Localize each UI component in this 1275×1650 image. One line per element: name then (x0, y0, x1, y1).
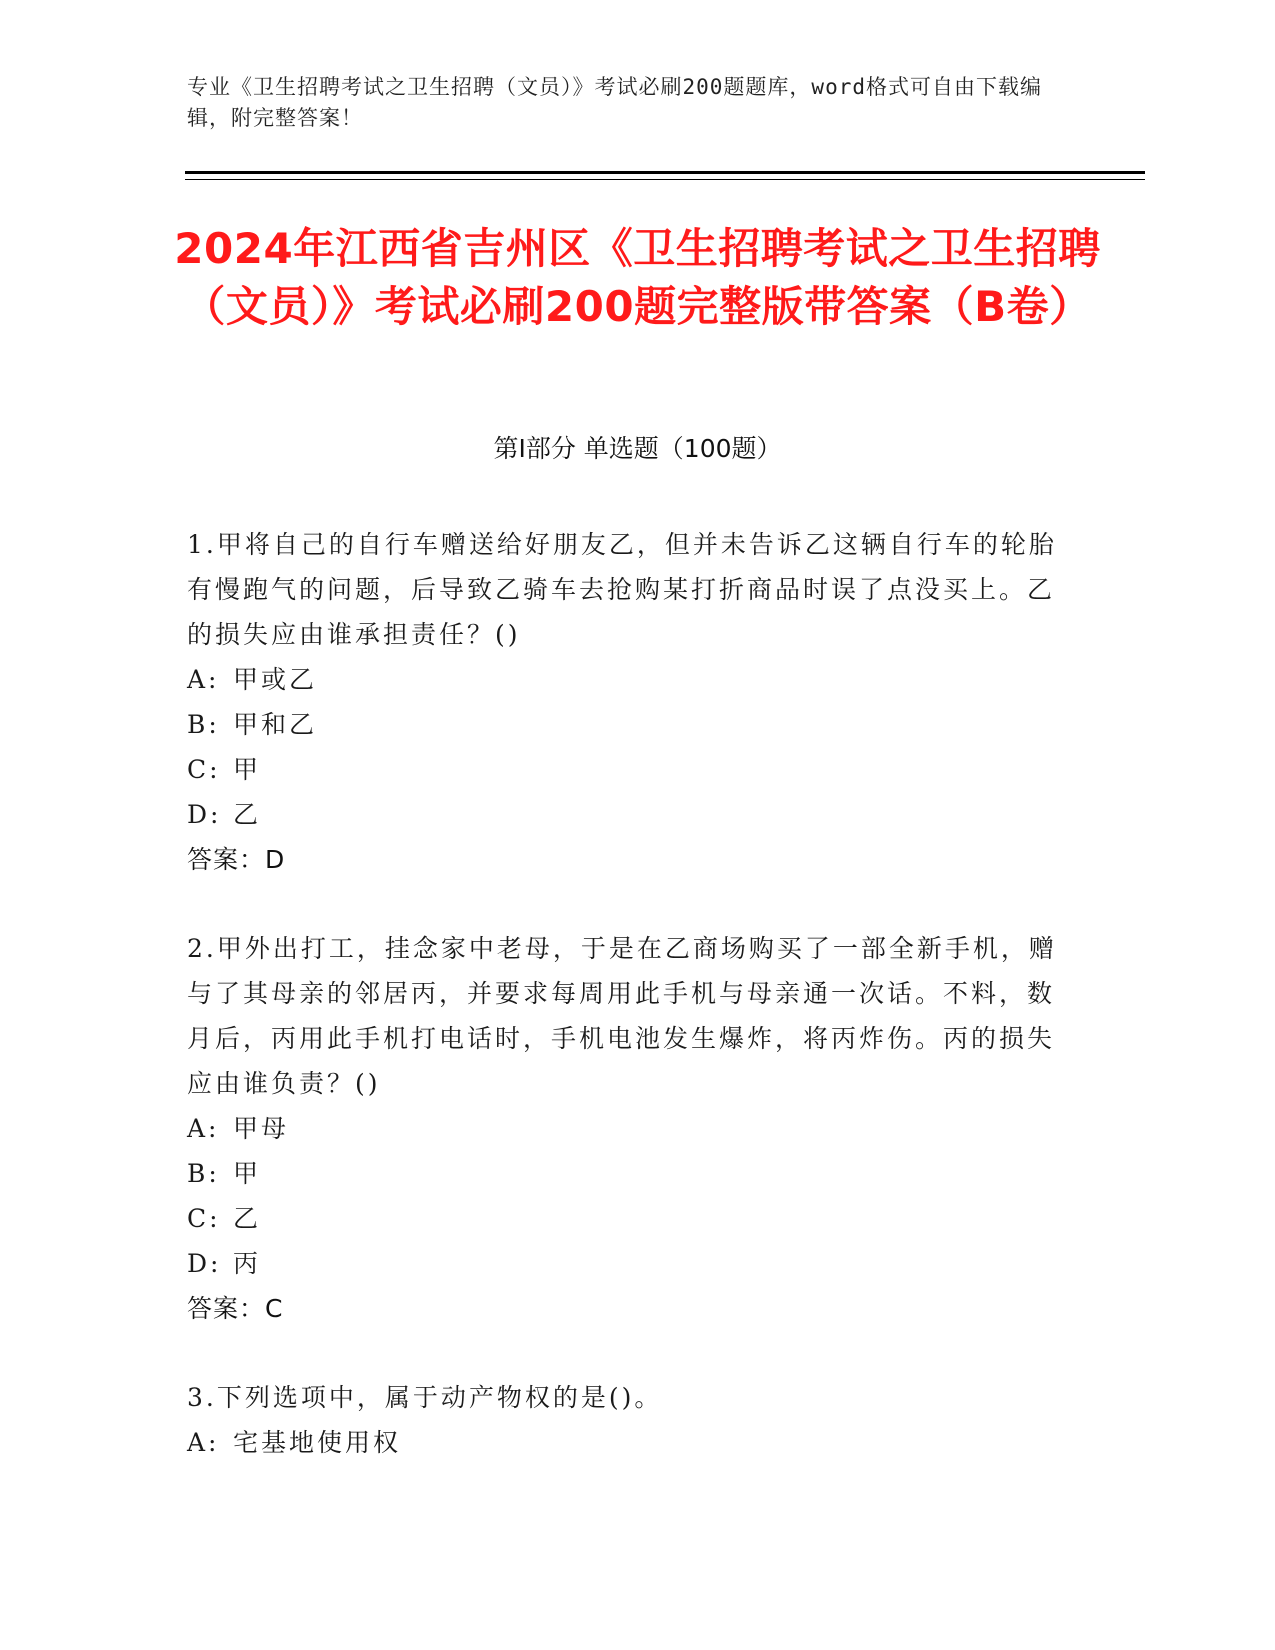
question-answer: 答案：D (187, 845, 286, 874)
question-stem: 2.甲外出打工，挂念家中老母，于是在乙商场购买了一部全新手机，赠与了其母亲的邻居丙，并要求每周用此手机与母亲通一次话。不料，数月后，丙用此手机打电话时，手机电池发生爆炸，将丙炸伤。丙的损失应由谁负责？() (187, 934, 1057, 1098)
option-text: 丙 (233, 1249, 262, 1278)
question-stem: 3.下列选项中，属于动产物权的是()。 (187, 1383, 663, 1412)
header-rule-thick (185, 171, 1145, 174)
document-title: 2024年江西省吉州区《卫生招聘考试之卫生招聘（文员）》考试必刷200题完整版带答案（B卷） (174, 224, 1101, 331)
option-letter: B: (187, 710, 220, 739)
option-letter: A: (187, 1428, 220, 1457)
answer-option-c (187, 747, 1067, 792)
answer-option-c (187, 1196, 1067, 1241)
answer-option-d (187, 1241, 1067, 1286)
option-text: 甲 (233, 1159, 262, 1188)
question-item (187, 1375, 1067, 1465)
option-letter: B: (187, 1159, 220, 1188)
question-item (187, 926, 1067, 1331)
option-text: 乙 (233, 1204, 262, 1233)
option-text: 乙 (233, 800, 262, 829)
question-list (187, 522, 1067, 1509)
option-letter: C: (187, 755, 221, 784)
option-letter: D: (187, 1249, 222, 1278)
option-letter: A: (187, 665, 220, 694)
option-letter: D: (187, 800, 222, 829)
section-heading: 第Ⅰ部分 单选题（100题） (493, 434, 782, 463)
option-letter: C: (187, 1204, 221, 1233)
option-letter: A: (187, 1114, 220, 1143)
header-note: 专业《卫生招聘考试之卫生招聘（文员）》考试必刷200题题库，word格式可自由下载编辑，附完整答案！ (187, 75, 1042, 130)
option-text: 甲或乙 (233, 665, 318, 694)
answer-option-a (187, 1420, 1067, 1465)
option-text: 甲 (233, 755, 262, 784)
answer-option-a (187, 657, 1067, 702)
header-rule-thin (185, 179, 1145, 180)
question-answer: 答案：C (187, 1294, 284, 1323)
answer-option-b (187, 702, 1067, 747)
question-stem: 1.甲将自己的自行车赠送给好朋友乙，但并未告诉乙这辆自行车的轮胎有慢跑气的问题，后导致乙骑车去抢购某打折商品时误了点没买上。乙的损失应由谁承担责任？() (187, 530, 1057, 649)
option-text: 甲和乙 (233, 710, 318, 739)
option-text: 宅基地使用权 (233, 1428, 402, 1457)
question-item (187, 522, 1067, 882)
answer-option-d (187, 792, 1067, 837)
answer-option-a (187, 1106, 1067, 1151)
answer-option-b (187, 1151, 1067, 1196)
option-text: 甲母 (233, 1114, 290, 1143)
